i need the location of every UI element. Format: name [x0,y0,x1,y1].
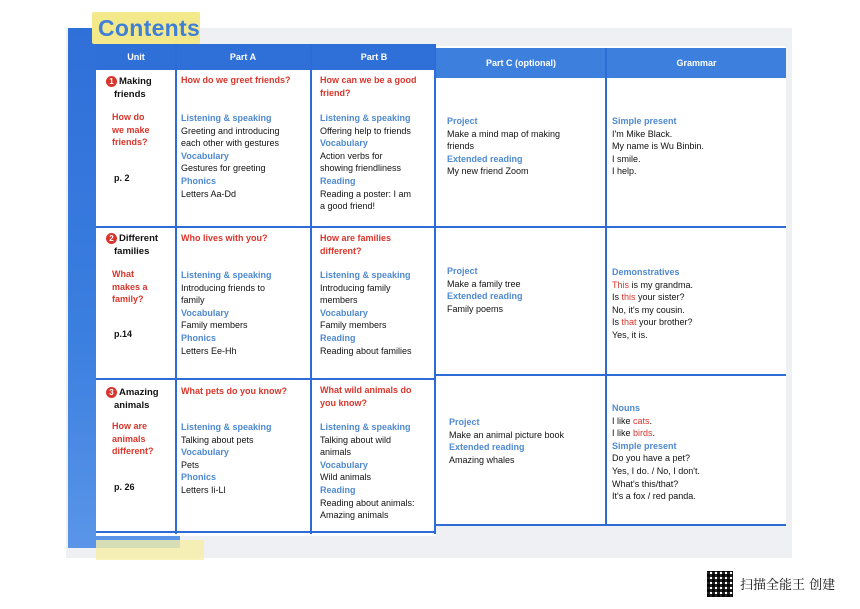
content-line: Yes, it is. [612,329,648,340]
unit-1-part-b [320,112,432,213]
grammar-example-line [612,316,782,329]
content-line: My new friend Zoom [447,166,529,177]
unit-2-part-a-question: Who lives with you? [181,233,268,243]
section-heading: Project [447,266,478,276]
section-heading: Extended reading [447,153,523,164]
grammar-example-line [612,291,782,304]
grid-line [436,524,786,526]
line-text: . [652,428,656,439]
unit-3-name: 3 Amazing animals [106,386,174,412]
unit-number-badge: 3 [106,387,117,398]
section-heading: Project [447,116,478,126]
content-line: I help. [612,166,637,177]
line-text: . [649,415,653,426]
unit-3-part-c [449,416,605,466]
section-heading: Simple present [612,116,677,126]
content-line: showing friendliness [320,163,402,174]
highlighted-word: that [621,317,637,328]
content-line: members [320,295,358,306]
content-line: Make a family tree [447,278,521,289]
unit-number-badge: 2 [106,233,117,244]
unit-1-part-c [447,115,603,178]
page-title: Contents [98,15,201,41]
content-line: a good friend! [320,201,376,212]
content-line: Do you have a pet? [612,453,691,464]
unit-1-grammar [612,115,782,178]
line-text: your sister? [635,292,685,303]
section-heading: Listening & speaking [320,422,411,432]
section-heading: Reading [320,175,356,186]
highlighted-word: this [621,292,636,303]
highlighted-word: birds [633,428,653,439]
unit-3-question: How are animals different? [112,421,154,457]
line-text: I like [612,415,634,426]
content-line: Letters Aa-Dd [181,188,237,199]
grid-line [434,44,436,534]
unit-2-part-c [447,265,603,315]
content-line: Talking about pets [181,434,254,445]
grid-line [175,44,177,534]
content-line: animals [320,447,352,458]
section-heading: Listening & speaking [320,113,411,123]
header-part-a: Part A [176,44,310,70]
content-line: Gestures for greeting [181,163,266,174]
header-grammar: Grammar [607,48,786,78]
unit-3-part-a-question: What pets do you know? [181,386,287,396]
content-line: Family poems [447,303,504,314]
section-heading: Phonics [181,332,217,343]
content-line: I'm Mike Black. [612,128,673,139]
section-heading: Nouns [612,403,640,413]
section-heading: Vocabulary [181,447,229,458]
content-line: Pets [181,459,200,470]
content-line: Talking about wild [320,434,392,445]
unit-3-page: p. 26 [114,482,135,492]
section-heading: Listening & speaking [181,270,272,280]
grammar-example-line [612,427,782,440]
unit-2-page: p.14 [114,329,133,339]
qr-code-icon [707,571,733,597]
section-heading: Vocabulary [320,459,368,470]
content-line: Introducing friends to [181,282,266,293]
unit-1-page: p. 2 [114,173,130,183]
line-text: Is [612,317,622,328]
section-heading: Reading [320,484,356,495]
content-line: Make an animal picture book [449,429,565,440]
line-text: Is [612,292,622,303]
unit-2-question: What makes a family? [112,269,148,305]
content-line: What's this/that? [612,478,679,489]
section-heading: Vocabulary [181,150,229,161]
unit-1-question: How do we make friends? [112,112,150,148]
unit-3-part-b-question: What wild animals do you know? [320,385,412,408]
unit-3-grammar [612,402,782,503]
unit-2-name: 2 Different families [106,232,174,258]
line-text: your brother? [636,317,693,328]
line-text: is my grandma. [629,279,694,290]
grid-line [96,378,436,380]
grid-line [605,48,607,526]
grid-line [310,44,312,534]
unit-3-part-b [320,421,434,522]
content-line: Amazing animals [320,510,389,521]
highlighted-word: cats [633,415,650,426]
content-line: Introducing family [320,282,391,293]
unit-2-part-a [181,269,309,357]
content-line: I smile. [612,153,641,164]
unit-2-part-b-question: How are families different? [320,233,392,256]
section-heading: Reading [320,332,356,343]
content-line: Wild animals [320,472,372,483]
section-heading: Phonics [181,175,217,186]
content-line: each other with gestures [181,138,280,149]
section-heading: Project [449,417,480,427]
grid-line [96,226,436,228]
content-line: Amazing whales [449,454,515,465]
unit-1-name: 1 Making friends [106,75,174,101]
content-line: My name is Wu Binbin. [612,141,704,152]
content-line: family [181,295,205,306]
unit-number-badge: 1 [106,76,117,87]
section-heading: Listening & speaking [320,270,411,280]
yellow-strip [96,540,204,560]
highlighted-word: This [612,279,630,290]
content-line: Action verbs for [320,150,383,161]
content-line: Make a mind map of making [447,128,561,139]
content-line: Letters Ii-Ll [181,484,226,495]
section-heading: Phonics [181,472,217,483]
grid-line [436,374,786,376]
content-line: Greeting and introducing [181,125,280,136]
section-heading: Listening & speaking [181,113,272,123]
section-heading: Listening & speaking [181,422,272,432]
line-text: I like [612,428,634,439]
content-line: No, it's my cousin. [612,304,685,315]
section-heading: Extended reading [447,291,523,302]
unit-3-part-a [181,421,309,497]
section-heading: Vocabulary [320,138,368,149]
grid-line [96,531,436,533]
content-line: It's a fox / red panda. [612,491,696,502]
grammar-example-line [612,415,782,428]
header-part-c: Part C (optional) [436,48,606,78]
section-heading: Demonstratives [612,267,680,277]
content-line: Reading a poster: I am [320,188,412,199]
header-part-b: Part B [312,44,436,70]
grid-line [436,226,786,228]
content-line: Yes, I do. / No, I don't. [612,465,700,476]
unit-2-grammar [612,266,782,342]
unit-1-part-a [181,112,309,200]
content-line: Family members [320,320,387,331]
section-heading: Extended reading [449,442,525,453]
section-heading: Vocabulary [181,307,229,318]
content-line: Reading about animals: [320,497,415,508]
unit-2-part-b [320,269,432,357]
content-line: Letters Ee-Hh [181,345,237,356]
content-line: Family members [181,320,248,331]
unit-1-part-b-question: How can we be a good friend? [320,75,417,98]
content-line: Offering help to friends [320,125,411,136]
section-heading: Simple present [612,440,677,451]
header-unit: Unit [96,44,176,70]
grammar-example-line [612,279,782,292]
unit-1-part-a-question: How do we greet friends? [181,75,291,85]
content-line: Reading about families [320,345,412,356]
section-heading: Vocabulary [320,307,368,318]
content-line: friends [447,141,475,152]
watermark-text: 扫描全能王 创建 [740,578,836,593]
